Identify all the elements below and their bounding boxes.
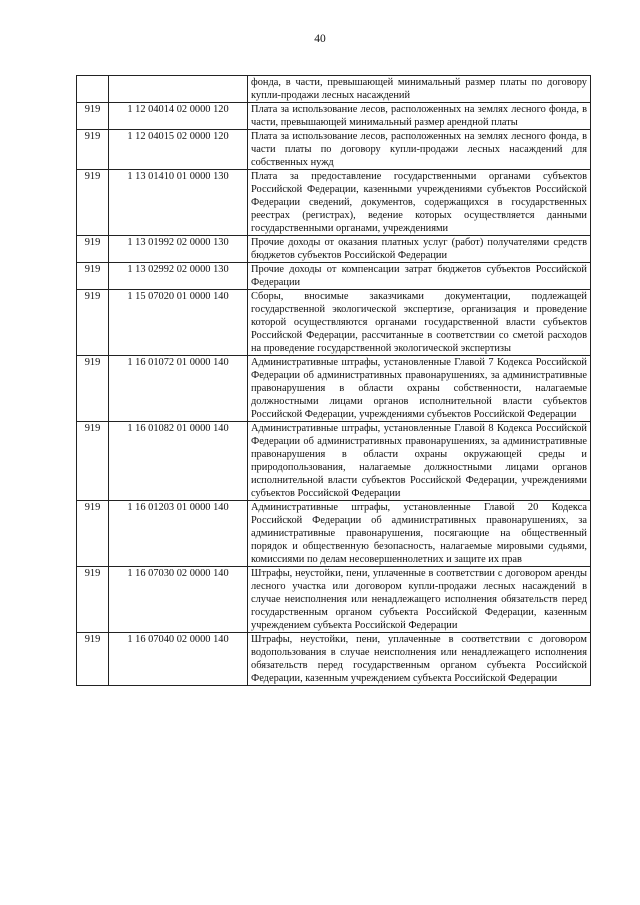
administrator-code-cell [77,76,109,103]
administrator-code-cell: 919 [77,501,109,567]
table-row [77,76,591,103]
revenue-code-cell: 1 16 07030 02 0000 140 [109,567,248,633]
administrator-code-cell: 919 [77,422,109,501]
administrator-code-cell: 919 [77,170,109,236]
revenue-description-cell: Сборы, вносимые заказчиками документации, подлежащей государственной экологической экспертизе, организация и проведение которой осуществляются органами государственной власти субъектов Российской Федерации, рассчитанные в соответствии со сметой расходов на проведение государственной экологической экспертизы [248,290,591,356]
table-row [77,633,591,686]
revenue-description-cell: Прочие доходы от компенсации затрат бюджетов субъектов Российской Федерации [248,263,591,290]
table-row [77,356,591,422]
revenue-description-cell: Плата за предоставление государственными органами субъектов Российской Федерации, казенными учреждениями субъектов Российской Федерации сведений, документов, содержащихся в государственных реестрах (регистрах), ведение которых осуществляется данными государственными органами, учреждениями [248,170,591,236]
revenue-code-cell: 1 16 07040 02 0000 140 [109,633,248,686]
revenue-code-cell: 1 13 01992 02 0000 130 [109,236,248,263]
revenue-description-cell: Штрафы, неустойки, пени, уплаченные в соответствии с договором аренды лесного участка или договором купли-продажи лесных насаждений в случае неисполнения или ненадлежащего исполнения обязательств перед государственным органом субъекта Российской Федерации, казенным учреждением субъекта Российской Федерации [248,567,591,633]
administrator-code-cell: 919 [77,356,109,422]
table-row [77,290,591,356]
page-number: 40 [314,33,326,45]
revenue-code-cell: 1 12 04014 02 0000 120 [109,103,248,130]
revenue-codes-table [76,75,591,686]
revenue-code-cell: 1 16 01072 01 0000 140 [109,356,248,422]
table-body [77,76,591,686]
revenue-description-cell: Штрафы, неустойки, пени, уплаченные в соответствии с договором водопользования в случае неисполнения или ненадлежащего исполнения обязательств перед государственным органом субъекта Российской Федерации, казенным учреждением субъекта Российской Федерации [248,633,591,686]
table-row [77,236,591,263]
revenue-description-cell: Административные штрафы, установленные Главой 8 Кодекса Российской Федерации об административных правонарушениях, за административные правонарушения в области охраны окружающей среды и природопользования, налагаемые должностными лицами органов исполнительной власти субъектов Российской Федерации, учреждениями субъектов Российской Федерации [248,422,591,501]
revenue-description-cell: фонда, в части, превышающей минимальный размер платы по договору купли-продажи лесных насаждений [248,76,591,103]
revenue-description-cell: Прочие доходы от оказания платных услуг (работ) получателями средств бюджетов субъектов Российской Федерации [248,236,591,263]
revenue-code-cell: 1 12 04015 02 0000 120 [109,130,248,170]
revenue-description-cell: Плата за использование лесов, расположенных на землях лесного фонда, в части платы по договору купли-продажи лесных насаждений для собственных нужд [248,130,591,170]
table-row [77,567,591,633]
revenue-code-cell: 1 13 02992 02 0000 130 [109,263,248,290]
administrator-code-cell: 919 [77,633,109,686]
table-row [77,422,591,501]
table-row [77,501,591,567]
revenue-code-cell: 1 15 07020 01 0000 140 [109,290,248,356]
revenue-description-cell: Административные штрафы, установленные Главой 20 Кодекса Российской Федерации об административных правонарушениях, за административные правонарушения, посягающие на общественный порядок и общественную безопасность, налагаемые мировыми судьями, комиссиями по делам несовершеннолетних и защите их прав [248,501,591,567]
administrator-code-cell: 919 [77,130,109,170]
revenue-code-cell: 1 16 01203 01 0000 140 [109,501,248,567]
table-row [77,130,591,170]
administrator-code-cell: 919 [77,290,109,356]
revenue-description-cell: Административные штрафы, установленные Главой 7 Кодекса Российской Федерации об административных правонарушениях, за административные правонарушения в области охраны собственности, налагаемые должностными лицами органов исполнительной власти субъектов Российской Федерации, учреждениями субъектов Российской Федерации [248,356,591,422]
revenue-description-cell: Плата за использование лесов, расположенных на землях лесного фонда, в части, превышающей минимальный размер арендной платы [248,103,591,130]
revenue-code-cell: 1 16 01082 01 0000 140 [109,422,248,501]
administrator-code-cell: 919 [77,567,109,633]
revenue-code-cell: 1 13 01410 01 0000 130 [109,170,248,236]
table-row [77,170,591,236]
administrator-code-cell: 919 [77,236,109,263]
administrator-code-cell: 919 [77,263,109,290]
table-row [77,263,591,290]
revenue-code-cell [109,76,248,103]
administrator-code-cell: 919 [77,103,109,130]
table-row [77,103,591,130]
